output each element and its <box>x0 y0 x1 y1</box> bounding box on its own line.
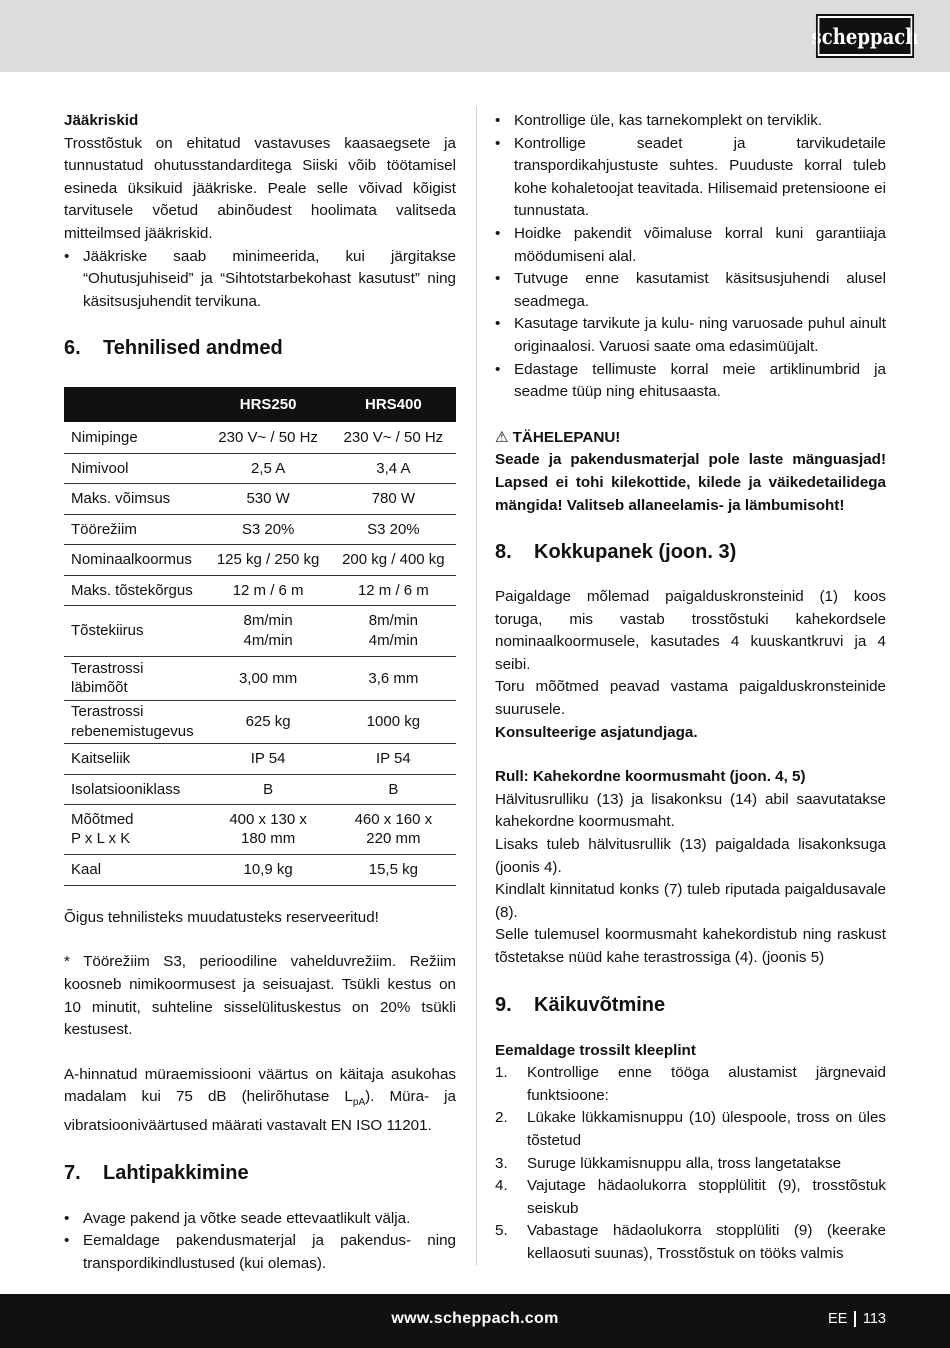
section-9-title: Käikuvõtmine <box>534 993 666 1016</box>
list-item <box>495 1175 886 1220</box>
row-value-hrs400: 15,5 kg <box>331 854 456 885</box>
remove-tape-heading: Eemaldage trossilt kleeplint <box>495 1041 696 1059</box>
noise-text-start: A-hinnatud müraemissiooni väärtus on käitaja asukohas madalam kui 75 dB (helirõhutase L <box>64 1065 456 1106</box>
assembly-text: Paigaldage mõlemad paigalduskronsteinid (1) koos toruga, mis vastab trosstõstuki kahekordsele nominaalkoormusele, kasutades 4 kuuskantkruvi ja 4 seibi. <box>495 588 886 673</box>
row-label: Kaal <box>64 854 206 885</box>
list-item <box>495 1220 886 1265</box>
scheppach-logo: scheppach <box>818 16 913 56</box>
table-row <box>64 483 456 514</box>
list-item <box>495 1107 886 1152</box>
residual-risk-list <box>64 246 456 314</box>
value-line: 8m/min <box>243 612 293 630</box>
assembly-consult: Konsulteerige asjatundjaga. <box>495 723 698 741</box>
row-value-hrs250: 125 kg / 250 kg <box>206 544 331 575</box>
step-number: 4. <box>495 1177 508 1195</box>
value-line: 4m/min <box>243 631 293 649</box>
table-header-empty <box>64 387 206 422</box>
value-line: 400 x 130 x <box>229 810 307 828</box>
list-item: • Kontrollige üle, kas tarnekomplekt on terviklik. <box>495 110 886 133</box>
row-value-hrs400: 200 kg / 400 kg <box>331 544 456 575</box>
row-label: Maks. tõstekõrgus <box>64 575 206 605</box>
row-label: Maks. võimsus <box>64 483 206 514</box>
row-value-hrs400 <box>331 605 456 656</box>
list-item: • Hoidke pakendit võimaluse korral kuni garantiiaja möödumiseni alal. <box>495 223 886 268</box>
row-label <box>64 656 206 700</box>
label-line: P x L x K <box>71 830 131 848</box>
row-value-hrs250 <box>206 804 331 854</box>
startup-steps-list <box>495 1062 886 1265</box>
value-line: 8m/min <box>368 612 418 630</box>
footer-band <box>0 1294 950 1348</box>
row-value-hrs400: 780 W <box>331 483 456 514</box>
pulley-text-4: Selle tulemusel koormusmaht kahekordistub ning raskust tõstetakse nüüd kahe terastrossiga (4). (joonis 5) <box>495 926 886 966</box>
row-value-hrs250: 530 W <box>206 483 331 514</box>
list-item: • Kasutage tarvikute ja kulu- ning varuosade puhul ainult originaalosi. Varuosi saate oma edasimüüjalt. <box>495 313 886 358</box>
section-8-title: Kokkupanek (joon. 3) <box>534 541 737 564</box>
pulley-text-3: Kindlalt kinnitatud konks (7) tuleb riputada paigaldusavale (8). <box>495 881 886 921</box>
row-value-hrs400: 12 m / 6 m <box>331 575 456 605</box>
step-text: Lükake lükkamisnuppu (10) ülespoole, tross on üles tõstetud <box>527 1109 886 1149</box>
noise-subscript: pA <box>352 1097 366 1109</box>
row-label: Nominaalkoormus <box>64 544 206 575</box>
unpacking-list <box>64 1208 456 1276</box>
table-row <box>64 743 456 774</box>
row-label: Töörežiim <box>64 514 206 544</box>
row-label: Isolatsiooniklass <box>64 774 206 804</box>
residual-risk-bullet: • Jääkriske saab minimeerida, kui järgitakse “Ohutusjuhiseid” ja “Sihtotstarbekohast kasutust” ning käsitsusjuhendit tervikuna. <box>64 246 456 314</box>
technical-data-table <box>64 387 456 886</box>
section-9-heading <box>495 992 886 1018</box>
value-line: 4m/min <box>368 631 418 649</box>
list-item: • Edastage tellimuste korral meie artiklinumbrid ja seadme tüüp ning ehitusaasta. <box>495 359 886 404</box>
value-line: 180 mm <box>241 830 296 848</box>
delivery-check-list <box>495 110 886 404</box>
label-line: Terastrossi <box>71 659 144 677</box>
table-row <box>64 774 456 804</box>
warning-heading <box>495 427 886 450</box>
row-value-hrs400: 230 V~ / 50 Hz <box>331 422 456 453</box>
row-label: Nimipinge <box>64 422 206 453</box>
footer-page-info <box>828 1311 886 1327</box>
section-7-title: Lahtipakkimine <box>103 1161 249 1184</box>
row-value-hrs400: B <box>331 774 456 804</box>
residual-risk-heading: Jääkriskid <box>64 112 139 129</box>
table-row <box>64 804 456 854</box>
step-number: 3. <box>495 1154 508 1172</box>
label-line: Mõõtmed <box>71 810 134 828</box>
step-number: 1. <box>495 1064 508 1082</box>
warning-triangle-icon: ⚠ <box>495 428 509 446</box>
section-8-heading <box>495 539 886 565</box>
row-label: Nimivool <box>64 453 206 483</box>
warning-text: Seade ja pakendusmaterjal pole laste mänguasjad! Lapsed ei tohi kilekottide, kilede ja väikedetailidega mängida! Valitseb allaneelamis- ja lämbumisoht! <box>495 451 886 514</box>
label-line: Terastrossi <box>71 703 144 721</box>
column-divider <box>476 106 477 1266</box>
row-value-hrs400 <box>331 804 456 854</box>
row-value-hrs250: 625 kg <box>206 700 331 743</box>
table-row <box>64 605 456 656</box>
assembly-text-2: Toru mõõtmed peavad vastama paigalduskronsteinide suurusele. <box>495 678 886 719</box>
warning-title: TÄHELEPANU! <box>512 428 621 446</box>
row-label: Kaitseliik <box>64 743 206 774</box>
pulley-heading: Rull: Kahekordne koormusmaht (joon. 4, 5) <box>495 768 806 786</box>
value-line: 460 x 160 x <box>354 810 433 828</box>
right-column <box>495 110 886 1266</box>
table-row <box>64 544 456 575</box>
row-label <box>64 804 206 854</box>
table-header-hrs400: HRS400 <box>331 387 456 422</box>
row-value-hrs250 <box>206 605 331 656</box>
section-6-heading <box>64 335 456 361</box>
row-value-hrs250: B <box>206 774 331 804</box>
operating-mode-note: * Töörežiim S3, perioodiline vahelduvrežiim. Režiim koosneb nimikoormusest ja seisuajast. Tsükli kestus on 10 minutit, suhteline sisselülituskestus on 20% tsükli kestusest. <box>64 953 456 1039</box>
footer-page-number: 113 <box>862 1311 886 1327</box>
header-band <box>0 0 950 72</box>
section-7-number: 7. <box>64 1161 81 1184</box>
row-label <box>64 700 206 743</box>
row-value-hrs250: 12 m / 6 m <box>206 575 331 605</box>
table-row <box>64 453 456 483</box>
step-number: 2. <box>495 1109 508 1127</box>
footer-website: www.scheppach.com <box>391 1310 559 1327</box>
row-value-hrs400: 3,4 A <box>331 453 456 483</box>
list-item <box>495 1062 886 1107</box>
label-line: rebenemistugevus <box>71 722 194 740</box>
row-value-hrs250: 230 V~ / 50 Hz <box>206 422 331 453</box>
row-value-hrs250: S3 20% <box>206 514 331 544</box>
row-label: Tõstekiirus <box>64 605 206 656</box>
list-item <box>495 1153 886 1176</box>
section-6-title: Tehnilised andmed <box>103 337 283 360</box>
table-header-row <box>64 387 456 422</box>
table-row <box>64 575 456 605</box>
row-value-hrs250: IP 54 <box>206 743 331 774</box>
residual-risk-text: Trosstõstuk on ehitatud vastavuses kaasaegsete ja tunnustatud ohutusstandarditega Siiski võib töötamisel esineda üksikuid jääkriske. Peale selle võivad kõigist tarvitusele võetud abinõudest hoolimata valitseda mitteilmsed jääkriskid. <box>64 134 456 242</box>
row-value-hrs400: 1000 kg <box>331 700 456 743</box>
pulley-text-2: Lisaks tuleb hälvitusrullik (13) paigaldada lisakonksuga (joonis 4). <box>495 836 886 876</box>
section-9-number: 9. <box>495 993 512 1016</box>
footer-separator <box>854 1311 856 1327</box>
section-6-number: 6. <box>64 337 81 360</box>
noise-emission-text <box>64 1064 456 1138</box>
list-item: • Eemaldage pakendusmaterjal ja pakendus- ning transpordikindlustused (kui olemas). <box>64 1230 456 1275</box>
table-row <box>64 700 456 743</box>
table-row <box>64 422 456 453</box>
step-text: Vabastage hädaolukorra stopplüliti (9) (keerake kellaosuti suunas), Trosstõstuk on tööks valmis <box>527 1222 886 1262</box>
table-row <box>64 854 456 885</box>
table-header-hrs250: HRS250 <box>206 387 331 422</box>
step-text: Suruge lükkamisnuppu alla, tross langetatakse <box>527 1154 842 1172</box>
row-value-hrs250: 2,5 A <box>206 453 331 483</box>
list-item: • Kontrollige seadet ja tarvikudetaile transpordikahjustuste suhtes. Puuduste korral tuleb kohe kohaletoojat teavitada. Hilisemaid pretensioone ei tunnustata. <box>495 133 886 223</box>
list-item: • Tutvuge enne kasutamist käsitsusjuhendi alusel seadmega. <box>495 268 886 313</box>
row-value-hrs400: 3,6 mm <box>331 656 456 700</box>
left-column <box>64 110 456 1275</box>
row-value-hrs400: IP 54 <box>331 743 456 774</box>
section-8-number: 8. <box>495 541 512 564</box>
step-number: 5. <box>495 1222 508 1240</box>
noise-text-end: ). Müra- ja vibratsiooniväärtused määrati vastavalt EN ISO 11201. <box>64 1088 456 1135</box>
rights-note: Õigus tehnilisteks muudatusteks reserveeritud! <box>64 908 379 926</box>
table-row <box>64 656 456 700</box>
step-text: Vajutage hädaolukorra stopplülitit (9), trosstõstuk seiskub <box>527 1177 886 1217</box>
list-item: • Avage pakend ja võtke seade ettevaatlikult välja. <box>64 1208 456 1231</box>
label-line: läbimõõt <box>71 679 128 697</box>
value-line: 220 mm <box>366 830 421 848</box>
section-7-heading <box>64 1160 456 1186</box>
row-value-hrs250: 10,9 kg <box>206 854 331 885</box>
table-row <box>64 514 456 544</box>
step-text: Kontrollige enne tööga alustamist järgnevaid funktsioone: <box>527 1064 886 1104</box>
pulley-text-1: Hälvitusrulliku (13) ja lisakonksu (14) abil saavutatakse kahekordne koormusmaht. <box>495 790 886 831</box>
footer-language: EE <box>828 1311 848 1327</box>
row-value-hrs400: S3 20% <box>331 514 456 544</box>
row-value-hrs250: 3,00 mm <box>206 656 331 700</box>
